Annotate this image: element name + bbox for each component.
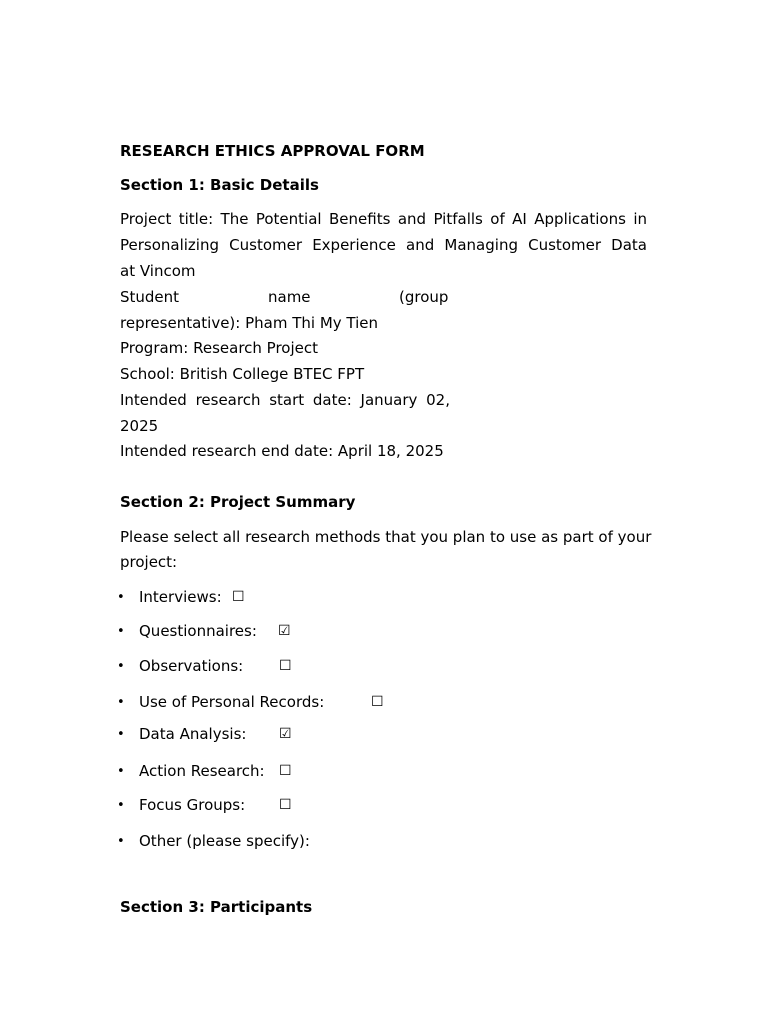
- method-label-interviews: Interviews:: [139, 588, 222, 606]
- checkbox-observations[interactable]: ☐: [279, 658, 292, 674]
- method-label-other: Other (please specify):: [139, 832, 310, 850]
- bullet-icon: •: [117, 659, 125, 674]
- project-title-line1: Project title: The Potential Benefits and Pitfalls of AI Applications in: [120, 210, 647, 228]
- checkbox-action-research[interactable]: ☐: [279, 763, 292, 779]
- form-title: RESEARCH ETHICS APPROVAL FORM: [120, 142, 425, 160]
- methods-prompt-line1: Please select all research methods that you plan to use as part of your: [120, 528, 652, 546]
- checkbox-questionnaires[interactable]: ☑: [278, 623, 291, 639]
- checkbox-focus-groups[interactable]: ☐: [279, 797, 292, 813]
- end-date-line: Intended research end date: April 18, 2025: [120, 442, 444, 460]
- method-label-questionnaires: Questionnaires:: [139, 622, 257, 640]
- bullet-icon: •: [117, 834, 125, 849]
- method-label-data-analysis: Data Analysis:: [139, 725, 247, 743]
- program-line: Program: Research Project: [120, 339, 319, 357]
- bullet-icon: •: [117, 727, 125, 742]
- section3-heading: Section 3: Participants: [120, 898, 313, 916]
- bullet-icon: •: [117, 798, 125, 813]
- student-label-word1: Student: [120, 288, 180, 306]
- method-label-personal-records: Use of Personal Records:: [139, 693, 325, 711]
- bullet-icon: •: [117, 764, 125, 779]
- bullet-icon: •: [117, 590, 125, 605]
- method-label-action-research: Action Research:: [139, 762, 265, 780]
- bullet-icon: •: [117, 695, 125, 710]
- school-line: School: British College BTEC FPT: [120, 365, 365, 383]
- section1-heading: Section 1: Basic Details: [120, 176, 319, 194]
- project-title-line2: Personalizing Customer Experience and Managing Customer Data: [120, 236, 647, 254]
- project-title-line3: at Vincom: [120, 262, 196, 280]
- checkbox-personal-records[interactable]: ☐: [371, 694, 384, 710]
- bullet-icon: •: [117, 624, 125, 639]
- methods-prompt-line2: project:: [120, 553, 178, 571]
- method-label-observations: Observations:: [139, 657, 244, 675]
- start-date-line2: 2025: [120, 417, 159, 435]
- checkbox-interviews[interactable]: ☐: [232, 589, 245, 605]
- student-label-word3: (group: [399, 288, 449, 306]
- student-representative: representative): Pham Thi My Tien: [120, 314, 379, 332]
- section2-heading: Section 2: Project Summary: [120, 493, 356, 511]
- student-label-word2: name: [268, 288, 311, 306]
- checkbox-data-analysis[interactable]: ☑: [279, 726, 292, 742]
- method-label-focus-groups: Focus Groups:: [139, 796, 246, 814]
- start-date-line1: Intended research start date: January 02,: [120, 391, 450, 409]
